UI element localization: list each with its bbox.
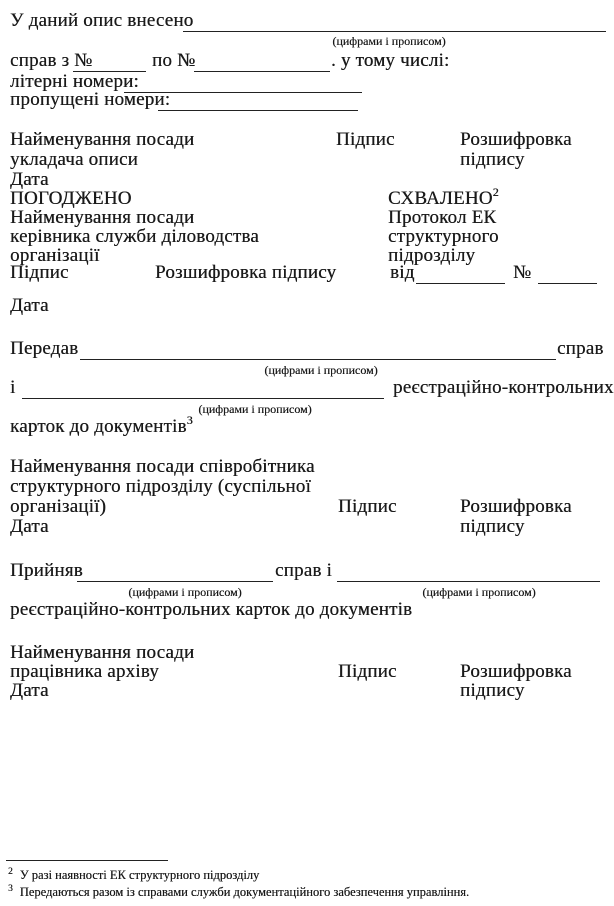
agreed-position-line2: керівника служби діловодства (10, 226, 259, 247)
approval-decipher-label: Розшифровка підпису (155, 262, 337, 283)
archivist-position-line2: працівника архіву (10, 661, 159, 682)
cards-to-docs-text: карток до документів (10, 416, 187, 437)
archivist-decipher-line2: підпису (460, 680, 525, 701)
cases-from-label: справ з № (10, 50, 93, 71)
approved-protocol-line3: підрозділу (388, 245, 476, 266)
compiler-decipher-line1: Розшифровка (460, 129, 572, 150)
approved-protocol-line2: структурного (388, 226, 499, 247)
footnote-3-text: Передаються разом із справами служби документаційного забезпечення управління. (19, 885, 470, 899)
archivist-decipher-line1: Розшифровка (460, 661, 572, 682)
approval-date-label: Дата (10, 295, 49, 316)
digits-caption-4: (цифрами і прописом) (128, 585, 242, 599)
including-label: . у тому числі: (331, 50, 450, 71)
transferred-cases-label: справ (557, 338, 604, 359)
footnote-3-marker: 3 (8, 883, 13, 894)
received-reg-cards-label: реєстраційно-контрольних карток до документів (10, 599, 413, 620)
footnote-2-marker: 2 (8, 866, 13, 877)
footnote-2-text: У разі наявності ЕК структурного підрозділу (19, 868, 260, 882)
employee-signature-header: Підпис (338, 496, 397, 517)
cards-to-docs-label (10, 412, 193, 437)
compiler-date-label: Дата (10, 169, 49, 190)
entered-fill-line (183, 11, 606, 32)
archivist-date-label: Дата (10, 680, 49, 701)
protocol-number-label: № (513, 262, 532, 283)
entered-label: У даний опис внесено (10, 10, 194, 31)
cards-footnote-ref: 3 (186, 412, 193, 427)
employee-decipher-line1: Розшифровка (460, 496, 572, 517)
employee-position-line2: структурного підрозділу (суспільної (10, 476, 311, 497)
archivist-position-line1: Найменування посади (10, 642, 195, 663)
employee-decipher-line2: підпису (460, 516, 525, 537)
cases-to-fill-line (194, 51, 330, 72)
compiler-position-line1: Найменування посади (10, 129, 195, 150)
digits-caption-3: (цифрами і прописом) (198, 402, 312, 416)
footnote-2 (8, 868, 259, 882)
protocol-from-label: від (390, 262, 415, 283)
archivist-signature-header: Підпис (338, 661, 397, 682)
letter-numbers-label: літерні номери: (10, 71, 139, 92)
digits-caption-1: (цифрами і прописом) (332, 34, 446, 48)
received-cases-fill-line (77, 561, 273, 582)
agreed-label: ПОГОДЖЕНО (10, 188, 132, 209)
compiler-signature-header: Підпис (336, 129, 395, 150)
transferred-cards-fill-line (22, 378, 384, 399)
approval-signature-label: Підпис (10, 262, 69, 283)
received-cards-fill-line (337, 561, 600, 582)
digits-caption-5: (цифрами і прописом) (422, 585, 536, 599)
missed-numbers-label: пропущені номери: (10, 89, 171, 110)
footnote-separator (6, 860, 168, 861)
received-label: Прийняв (10, 560, 83, 581)
protocol-number-fill-line (538, 263, 597, 284)
cases-to-label: по № (152, 50, 196, 71)
cases-from-fill-line (73, 51, 146, 72)
approved-label (388, 184, 499, 209)
employee-date-label: Дата (10, 516, 49, 537)
missed-numbers-fill-line (158, 90, 358, 111)
protocol-date-fill-line (416, 263, 505, 284)
reg-control-label: реєстраційно-контрольних (393, 377, 614, 398)
compiler-decipher-line2: підпису (460, 149, 525, 170)
employee-position-line1: Найменування посади співробітника (10, 456, 315, 477)
footnote-3 (8, 885, 469, 899)
approved-footnote-ref: 2 (492, 184, 499, 199)
digits-caption-2: (цифрами і прописом) (264, 363, 378, 377)
compiler-position-line2: укладача описи (10, 149, 138, 170)
employee-position-line3: організації) (10, 496, 107, 517)
approved-protocol-line1: Протокол ЕК (388, 207, 497, 228)
agreed-position-line1: Найменування посади (10, 207, 195, 228)
approved-text: СХВАЛЕНО (388, 188, 493, 209)
received-cases-and-label: справ і (275, 560, 332, 581)
transferred-cases-fill-line (80, 339, 556, 360)
transferred-label: Передав (10, 338, 79, 359)
agreed-position-line3: організації (10, 245, 100, 266)
transfer-and-label: і (10, 377, 16, 398)
